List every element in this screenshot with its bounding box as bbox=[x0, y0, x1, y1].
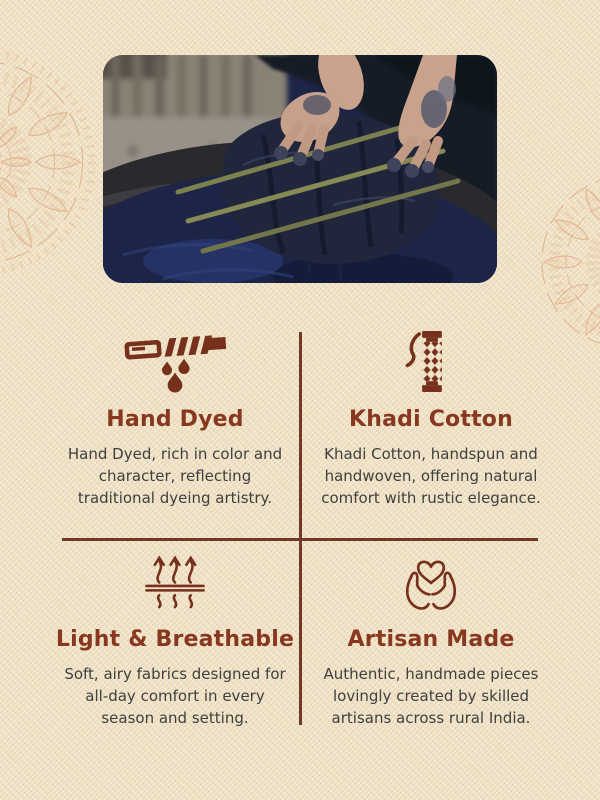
feature-description: Hand Dyed, rich in color and character, reflecting traditional dyeing artistry. bbox=[67, 445, 283, 507]
feature-light-breathable bbox=[50, 550, 300, 729]
hands-heart-icon bbox=[306, 550, 556, 613]
dye-brush-drops-icon bbox=[50, 330, 300, 393]
thread-spool-icon bbox=[306, 330, 556, 393]
feature-title: Artisan Made bbox=[347, 627, 515, 652]
horizontal-divider bbox=[62, 538, 538, 541]
airflow-breathable-icon bbox=[50, 550, 300, 613]
feature-khadi-cotton bbox=[306, 330, 556, 509]
mandala-ornament-top-left bbox=[0, 45, 99, 279]
feature-artisan-made bbox=[306, 550, 556, 729]
feature-description: Soft, airy fabrics designed for all-day comfort in every season and setting. bbox=[64, 665, 286, 727]
feature-hand-dyed bbox=[50, 330, 300, 509]
feature-description: Khadi Cotton, handspun and handwoven, offering natural comfort with rustic elegance. bbox=[321, 445, 541, 507]
feature-title: Khadi Cotton bbox=[349, 407, 513, 432]
feature-description: Authentic, handmade pieces lovingly created by skilled artisans across rural India. bbox=[323, 665, 539, 727]
feature-title: Hand Dyed bbox=[106, 407, 244, 432]
feature-title: Light & Breathable bbox=[55, 627, 295, 652]
hero-photo bbox=[103, 55, 497, 283]
